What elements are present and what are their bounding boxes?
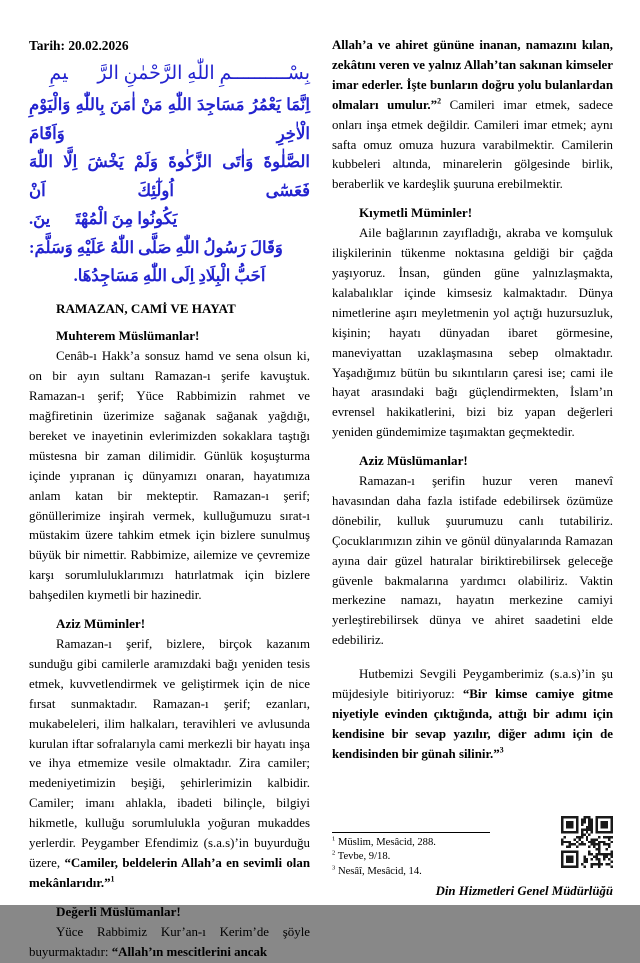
text-run: RAMAZAN, CAMİ VE HAYAT xyxy=(56,300,236,316)
right-column xyxy=(332,36,613,905)
arabic-verse-line xyxy=(29,205,310,234)
text-run: Tarih: 20.02.2026 xyxy=(29,38,129,53)
hadith-text-line xyxy=(29,262,310,291)
text-run: Değerli Müslümanlar! xyxy=(56,903,181,919)
issuer-signature: Din Hizmetleri Genel Müdürlüğü xyxy=(435,884,613,898)
body-paragraph xyxy=(29,923,310,963)
body-paragraph xyxy=(332,472,613,651)
sermon-title xyxy=(29,299,310,319)
body-paragraph xyxy=(29,635,310,894)
text-run: Muhterem Müslümanlar! xyxy=(56,328,200,344)
text-run: Aziz Müslümanlar! xyxy=(359,453,468,469)
section-heading xyxy=(332,451,613,471)
text-run: اِنَّمَا يَعْمُرُ مَسَاجِدَ اللّٰهِ مَنْ اٰمَنَ بِاللّٰهِ وَالْيَوْمِ الْاٰخِرِ وَاَقَامَ xyxy=(29,95,310,143)
text-run: Aile bağlarının zayıfladığı, akraba ve komşuluk ilişkilerinin tükenme noktasına geldiği bir çağda yaşıyoruz. İnsan, günden güne yalnızlaşmakta, kalabalıklar içinde kimsesiz kalmaktadır. Dünya nimetlerine aşırı meyletmenin yol açtığı huzursuzluk, kişinin; hayatı dünyadan ibaret görmesine, maneviyattan uzaklaşmasına sebep olmaktadır. Yaşadığımız bütün bu sıkıntıların çaresi ise; cami ile hayat arasındaki bağı güçlendirmekten, İslam’ın evrensel hakikatlerini, bizi biz yapan değerleri yeniden gündemimize taşımaktan geçmektedir. xyxy=(332,226,613,440)
text-run: “Bir kimse camiye gitme niyetiyle evinden çıktığında, attığı bir adımı için kendisine bir sevap yazılır, diğer adımı için de kendisinden bir günah silinir.” xyxy=(332,687,613,761)
footnote-number: 3 xyxy=(332,864,336,872)
text-run: “Allah’ın mescitlerini ancak xyxy=(111,944,268,959)
footnote-marker: 1 xyxy=(110,874,115,884)
left-column xyxy=(29,36,310,959)
date-label xyxy=(29,36,310,56)
body-paragraph xyxy=(332,36,613,195)
text-run: Cenâb-ı Hakk’a sonsuz hamd ve sena olsun ki, on bir ayın sultanı Ramazan-ı şerife kavuştuk. Ramazan-ı şerif; Yüce Rabbimizin rahmet ve mağfiretinin üzerimize sağanak sağanak yağdığı, bereket ve inayetinin evlerimizden sokaklara taştığı müstesna bir zaman dilimidir. Günlük koşuşturma içinde yıpranan iç dünyamızı onaran, hayatımıza anlam katan bir mekteptir. Ramazan-ı şerif; gönüllerimize inşirah vermek, kulluğumuzu sırat-ı müstakim üzere tahkim etmek için bizlere sunulmuş büyük bir nimettir. Rabbimize, ailemize ve çevremize karşı sorumluluklarımızı hatırlatmak için bizlere bahşedilen kıymetli bir hazinedir. xyxy=(29,349,310,603)
text-run: Yüce Rabbimiz Kur’an-ı Kerim’de şöyle buyurmaktadır: xyxy=(29,924,310,959)
section-heading xyxy=(29,326,310,346)
footnote-number: 2 xyxy=(332,849,336,857)
text-run: Ramazan-ı şerifin huzur veren manevî havasından daha fazla istifade edebilirsek özümüze dönebilir, kulluk şuurumuzu canlı tutabiliriz. Çocuklarımızın zihin ve gönül dünyalarında Ramazan ayına dair güzel hatıralar biriktirebilirsek geleceğe güvenle bakmalarına yardımcı olabiliriz. Vaktin merkezine namazı, hayatın merkezine camiyi yerleştirebilirsek dünya ve ahiret saadetini elde edebiliriz. xyxy=(332,474,613,648)
footnote-number: 1 xyxy=(332,835,336,843)
text-run: اَحَبُّ الْبِلَادِ اِلَى اللّٰهِ مَسَاجِدُهَا. xyxy=(73,266,266,285)
footnote-text: Nesâî, Mesâcid, 14. xyxy=(337,865,422,877)
hadith-intro-line xyxy=(29,234,310,263)
footnote-text: Müslim, Mesâcid, 288. xyxy=(337,836,436,848)
body-paragraph xyxy=(332,224,613,443)
body-paragraph xyxy=(29,347,310,606)
text-run: Hutbemizi Sevgili Peygamberimiz (s.a.s)’in şu müjdesiyle bitiriyoruz: xyxy=(332,667,613,702)
footnotes-section xyxy=(332,826,613,899)
right-column-blocks xyxy=(332,36,613,765)
qr-code-icon xyxy=(561,816,613,868)
text-run: Camileri imar etmek, sadece onları inşa etmek değildir. Camileri imar etmek; aynı safta omuz omuza huzura varabilmektir. Camilerin kubbeleri altında, minarelerin gölgesinde birlik, beraberlik ve kardeşlik şuuruna erebilmektir. xyxy=(332,97,614,192)
text-run: يَكُونُوا مِنَ الْمُهْتَدٖينَ. xyxy=(29,209,178,228)
text-run: Ramazan-ı şerif, bizlere, birçok kazanım sunduğu gibi camilerle aramızdaki bağı yeniden tesis etmek, kuvvetlendirmek ve geliştirmek için de nice fırsat sunmaktadır. Ramazan-ı şerif; ezanları, mukabeleleri, ilim halkaları, teravihleri ve avlusunda kurulan iftar sofralarıyla cami merkezli bir hayatı inşa ve ihya etmemize vesile olmaktadır. Zira camiler; medeniyetimizin beşiği, şehirlerimizin kalbidir. Camiler; imanı ahlakla, ibadeti bilinçle, bilgiyi hikmetle, kulluğu sorumlulukla yoğuran mukaddes yerlerdir. Peygamber Efendimiz (s.a.s)’in buyurduğu üzere, xyxy=(29,637,310,870)
footnote-separator xyxy=(332,832,490,833)
section-heading xyxy=(29,614,310,634)
section-heading xyxy=(29,902,310,922)
arabic-verse-line xyxy=(29,91,310,148)
footnote-text: Tevbe, 9/18. xyxy=(337,851,391,863)
arabic-verse-line xyxy=(29,148,310,205)
text-run: Allah’a ve ahiret gününe inanan, namazını kılan, zekâtını veren ve yalnız Allah’tan sakınan kimseler imar ederler. İşte bunların doğru yolu bulanlardan olmaları umulur.” xyxy=(332,38,613,112)
footnote-marker: 3 xyxy=(499,745,504,755)
footnote-marker: 2 xyxy=(437,96,442,106)
section-heading xyxy=(332,203,613,223)
body-paragraph xyxy=(332,665,613,765)
text-run: بِسْــــــــــمِ اللّٰهِ الرَّحْمٰنِ الرَّح۪يمِ xyxy=(49,63,310,84)
basmala-calligraphy xyxy=(49,59,310,89)
text-run: “Camiler, beldelerin Allah’a en sevimli olan mekânlarıdır.” xyxy=(29,855,310,890)
text-run: Aziz Müminler! xyxy=(56,616,146,632)
text-run: Kıymetli Müminler! xyxy=(359,205,473,221)
text-run: الصَّلٰوةَ وَاٰتَى الزَّكٰوةَ وَلَمْ يَخْشَ اِلَّا اللّٰهَ فَعَسٰٓى اُولٰٓئِكَ اَنْ xyxy=(29,152,310,200)
text-run: وَقَالَ رَسُولُ اللّٰهِ صَلَّى اللّٰهُ عَلَيْهِ وَسَلَّمَ: xyxy=(29,237,283,257)
